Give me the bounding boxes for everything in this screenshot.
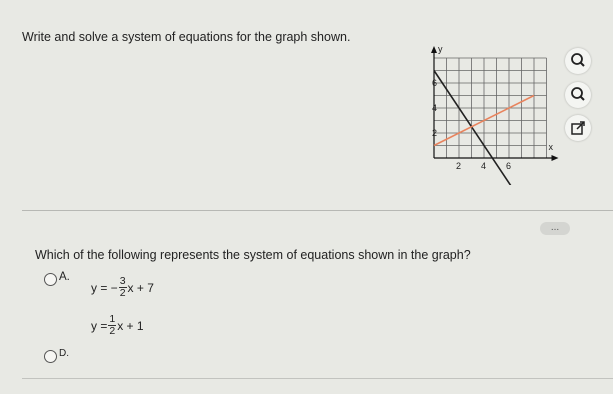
eq1-lhs: y = −: [91, 280, 118, 295]
eq1-denominator: 2: [119, 287, 126, 299]
graph-axes: [431, 46, 559, 161]
eq2-denominator: 2: [109, 325, 116, 337]
x-axis-arrow: [552, 155, 559, 161]
option-a-equation-2: [91, 314, 144, 337]
eq1-rhs: x + 7: [127, 280, 154, 295]
y-tick-label: 4: [432, 103, 438, 113]
eq2-numerator: 1: [109, 313, 116, 325]
option-a-radio[interactable]: [44, 273, 57, 286]
zoom-out-button[interactable]: [565, 82, 591, 108]
y-tick-label: 6: [432, 78, 438, 88]
x-tick-label: 6: [506, 161, 512, 171]
eq1-numerator: 3: [119, 275, 126, 287]
y-tick-label: 2: [432, 128, 438, 138]
eq2-fraction: [108, 314, 116, 337]
external-link-icon: [565, 115, 591, 141]
eq2-rhs: x + 1: [117, 318, 144, 333]
y-axis-arrow: [431, 46, 437, 53]
option-a-equation-1: [91, 276, 154, 299]
x-axis-label: x: [548, 142, 553, 152]
eq2-lhs: y =: [91, 318, 108, 333]
external-link-button[interactable]: [565, 115, 591, 141]
x-tick-label: 2: [456, 161, 462, 171]
section-divider: [22, 210, 613, 211]
graph-tick-labels: [432, 44, 554, 171]
zoom-out-icon: [565, 82, 591, 108]
more-options-button[interactable]: ...: [540, 222, 570, 235]
x-tick-label: 4: [481, 161, 487, 171]
search-button[interactable]: [565, 48, 591, 74]
coordinate-graph: [420, 40, 560, 185]
question-text: Which of the following represents the system of equations shown in the graph?: [35, 248, 471, 262]
graph-grid: [434, 58, 547, 158]
y-axis-label: y: [438, 44, 443, 54]
bottom-divider: [22, 378, 613, 379]
eq1-fraction: [119, 276, 127, 299]
search-icon: [565, 48, 591, 74]
option-d-letter: D.: [59, 348, 69, 359]
option-d-radio[interactable]: [44, 350, 57, 363]
option-a-letter: A.: [59, 271, 70, 283]
question-prompt: Write and solve a system of equations for the graph shown.: [22, 30, 351, 44]
